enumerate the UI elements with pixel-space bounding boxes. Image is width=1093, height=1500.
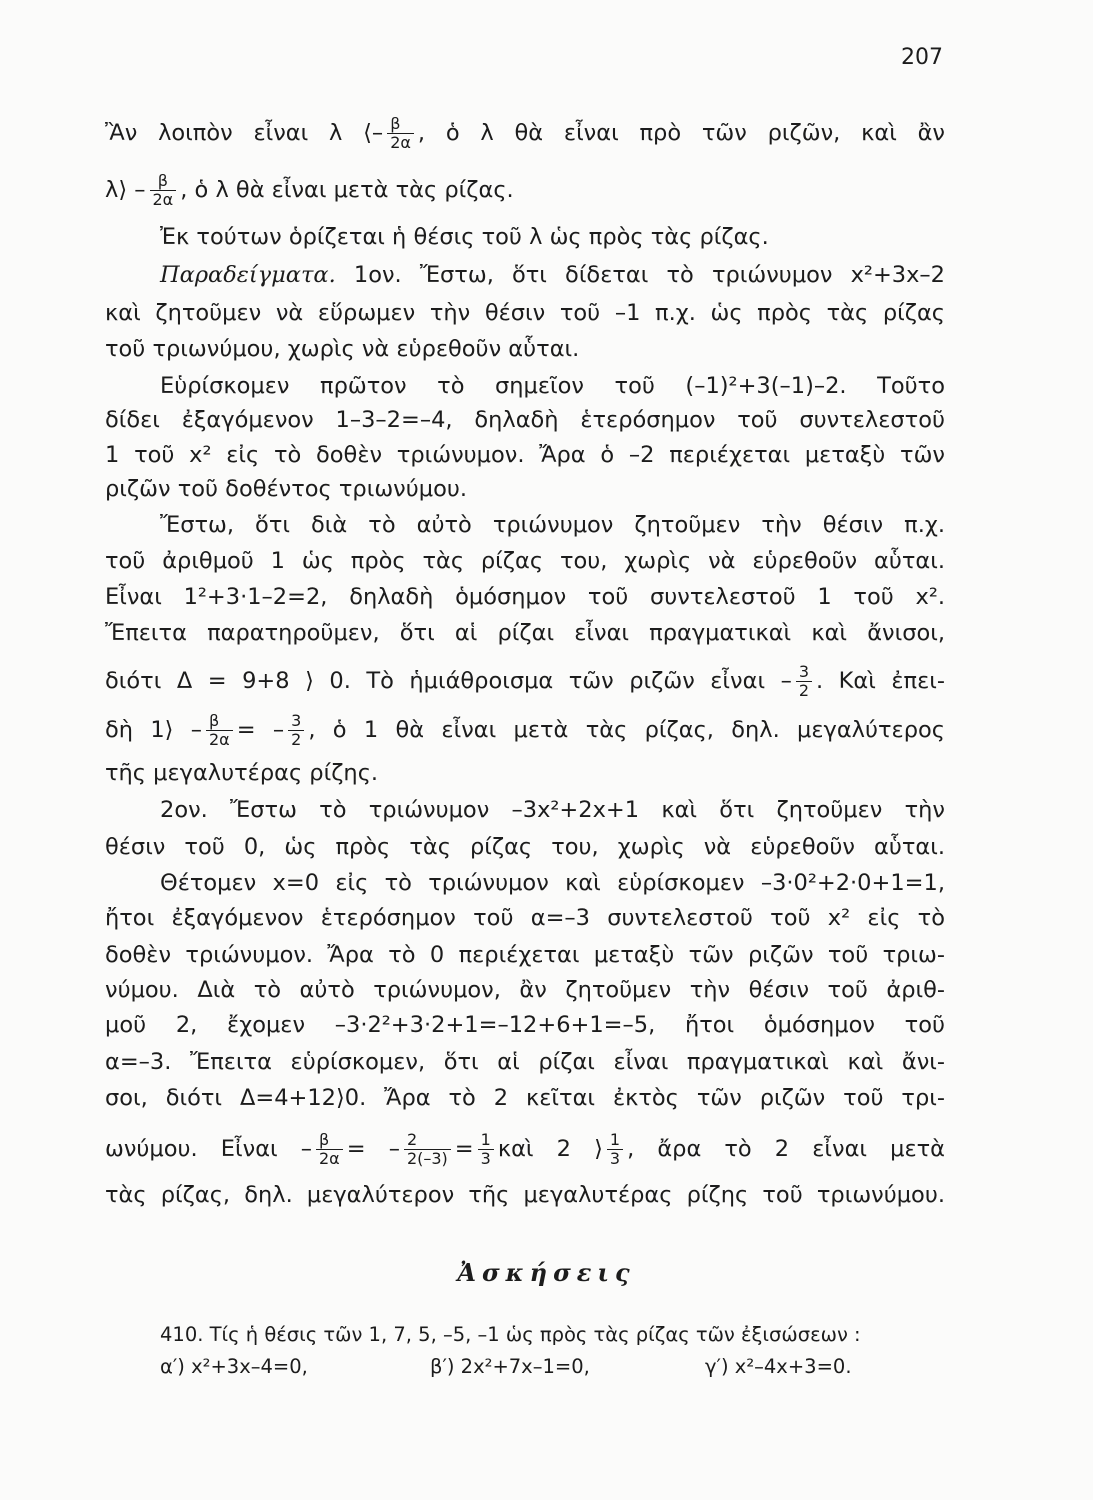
text-line: θέσιν τοῦ 0, ὡς πρὸς τὰς ρίζας του, χωρὶς νὰ εὑρεθοῦν αὗται.	[105, 834, 945, 860]
exercise-statement: 410. Τίς ἡ θέσις τῶν 1, 7, 5, –5, –1 ὡς πρὸς τὰς ρίζας τῶν ἐξισώσεων :	[160, 1323, 861, 1346]
text-line: Ἔπειτα παρατηροῦμεν, ὅτι αἱ ρίζαι εἶναι πραγματικαὶ καὶ ἄνισοι,	[105, 620, 945, 646]
text: =	[454, 1136, 474, 1162]
text-line: ριζῶν τοῦ δοθέντος τριωνύμου.	[105, 476, 467, 502]
fraction: $\frac{\beta}{2\alpha}$	[150, 172, 177, 209]
fraction: $\frac{3}{2}$	[796, 663, 812, 700]
text: , ὁ λ θὰ εἶναι πρὸ τῶν ριζῶν, καὶ ἂν	[417, 120, 945, 146]
text: , ὁ λ θὰ εἶναι μετὰ τὰς ρίζας.	[180, 177, 514, 203]
text-line: καὶ ζητοῦμεν νὰ εὕρωμεν τὴν θέσιν τοῦ –1 π.χ. ὡς πρὸς τὰς ρίζας	[105, 300, 945, 326]
text: = –	[236, 717, 285, 743]
text: διότι Δ = 9+8 ⟩ 0. Τὸ ἡμιάθροισμα τῶν ριζῶν εἶναι –	[105, 668, 792, 694]
text-line: τῆς μεγαλυτέρας ρίζης.	[105, 760, 379, 786]
text-line: μοῦ 2, ἔχομεν –3·2²+3·2+1=–12+6+1=–5, ἤτοι ὁμόσημον τοῦ	[105, 1012, 945, 1038]
text: = –	[346, 1136, 400, 1162]
text: λ⟩ –	[105, 177, 146, 203]
text-line	[105, 712, 945, 749]
fraction: $\frac{2}{2(-3)}$	[404, 1131, 451, 1168]
exercise-part-c: γ′) x²–4x+3=0.	[705, 1355, 852, 1378]
text-line: Ἔστω, ὅτι διὰ τὸ αὐτὸ τριώνυμον ζητοῦμεν τὴν θέσιν π.χ.	[160, 512, 945, 538]
text-line: ἤτοι ἐξαγόμενον ἑτερόσημον τοῦ α=–3 συντελεστοῦ τοῦ x² εἰς τὸ	[105, 905, 945, 931]
text-line: δοθὲν τριώνυμον. Ἄρα τὸ 0 περιέχεται μεταξὺ τῶν ριζῶν τοῦ τριω-	[105, 942, 945, 968]
fraction: $\frac{1}{3}$	[607, 1131, 623, 1168]
text-line: Εἶναι 1²+3·1–2=2, δηλαδὴ ὁμόσημον τοῦ συντελεστοῦ 1 τοῦ x².	[105, 584, 945, 610]
text: Ἂν λοιπὸν εἶναι λ ⟨–	[105, 120, 384, 146]
text: καὶ 2 ⟩	[497, 1136, 603, 1162]
text: , ἄρα τὸ 2 εἶναι μετὰ	[627, 1136, 945, 1162]
text-line	[105, 115, 945, 152]
text-line: Ἐκ τούτων ὁρίζεται ἡ θέσις τοῦ λ ὡς πρὸς τὰς ρίζας.	[160, 224, 769, 250]
exercise-part-b: β′) 2x²+7x–1=0,	[430, 1355, 590, 1378]
text-line: νύμου. Διὰ τὸ αὐτὸ τριώνυμον, ἂν ζητοῦμεν τὴν θέσιν τοῦ ἀριθ-	[105, 977, 945, 1003]
text: , ὁ 1 θὰ εἶναι μετὰ τὰς ρίζας, δηλ. μεγαλύτερος	[308, 717, 945, 743]
exercise-part-a: α′) x²+3x–4=0,	[160, 1355, 308, 1378]
text-line: 1 τοῦ x² εἰς τὸ δοθὲν τριώνυμον. Ἄρα ὁ –2 περιέχεται μεταξὺ τῶν	[105, 442, 945, 468]
page-number: 207	[901, 45, 943, 70]
section-heading: Ἀσκήσεις	[457, 1258, 636, 1287]
text-line	[105, 172, 945, 209]
text-line: τοῦ τριωνύμου, χωρὶς νὰ εὑρεθοῦν αὗται.	[105, 336, 580, 362]
text-line	[105, 1131, 945, 1168]
text-line: 2ον. Ἔστω τὸ τριώνυμον –3x²+2x+1 καὶ ὅτι ζητοῦμεν τὴν	[160, 797, 945, 823]
fraction: $\frac{\beta}{2\alpha}$	[206, 712, 233, 749]
text: ωνύμου. Εἶναι –	[105, 1136, 312, 1162]
fraction: $\frac{\beta}{2\alpha}$	[387, 115, 414, 152]
fraction: $\frac{\beta}{2\alpha}$	[316, 1131, 343, 1168]
text: . Καὶ ἐπει-	[816, 668, 945, 694]
text-line	[105, 663, 945, 700]
fraction: $\frac{1}{3}$	[478, 1131, 494, 1168]
text-line: σοι, διότι Δ=4+12⟩0. Ἄρα τὸ 2 κεῖται ἐκτὸς τῶν ριζῶν τοῦ τρι-	[105, 1085, 945, 1111]
text-line: Παραδείγματα. 1ον. Ἔστω, ὅτι δίδεται τὸ τριώνυμον x²+3x–2	[160, 262, 945, 288]
text-line: δίδει ἐξαγόμενον 1–3–2=–4, δηλαδὴ ἑτερόσημον τοῦ συντελεστοῦ	[105, 407, 945, 433]
text-line: α=–3. Ἔπειτα εὑρίσκομεν, ὅτι αἱ ρίζαι εἶναι πραγματικαὶ καὶ ἄνι-	[105, 1049, 945, 1075]
italic-label: Παραδείγματα.	[160, 262, 336, 288]
text-line: Εὑρίσκομεν πρῶτον τὸ σημεῖον τοῦ (–1)²+3(–1)–2. Τοῦτο	[160, 373, 945, 399]
text-line: τοῦ ἀριθμοῦ 1 ὡς πρὸς τὰς ρίζας του, χωρὶς νὰ εὑρεθοῦν αὗται.	[105, 548, 945, 574]
text: δὴ 1⟩ –	[105, 717, 202, 743]
text-line: τὰς ρίζας, δηλ. μεγαλύτερον τῆς μεγαλυτέρας ρίζης τοῦ τριωνύμου.	[105, 1182, 945, 1208]
text-line: Θέτομεν x=0 εἰς τὸ τριώνυμον καὶ εὑρίσκομεν –3·0²+2·0+1=1,	[160, 870, 945, 896]
fraction: $\frac{3}{2}$	[288, 712, 304, 749]
